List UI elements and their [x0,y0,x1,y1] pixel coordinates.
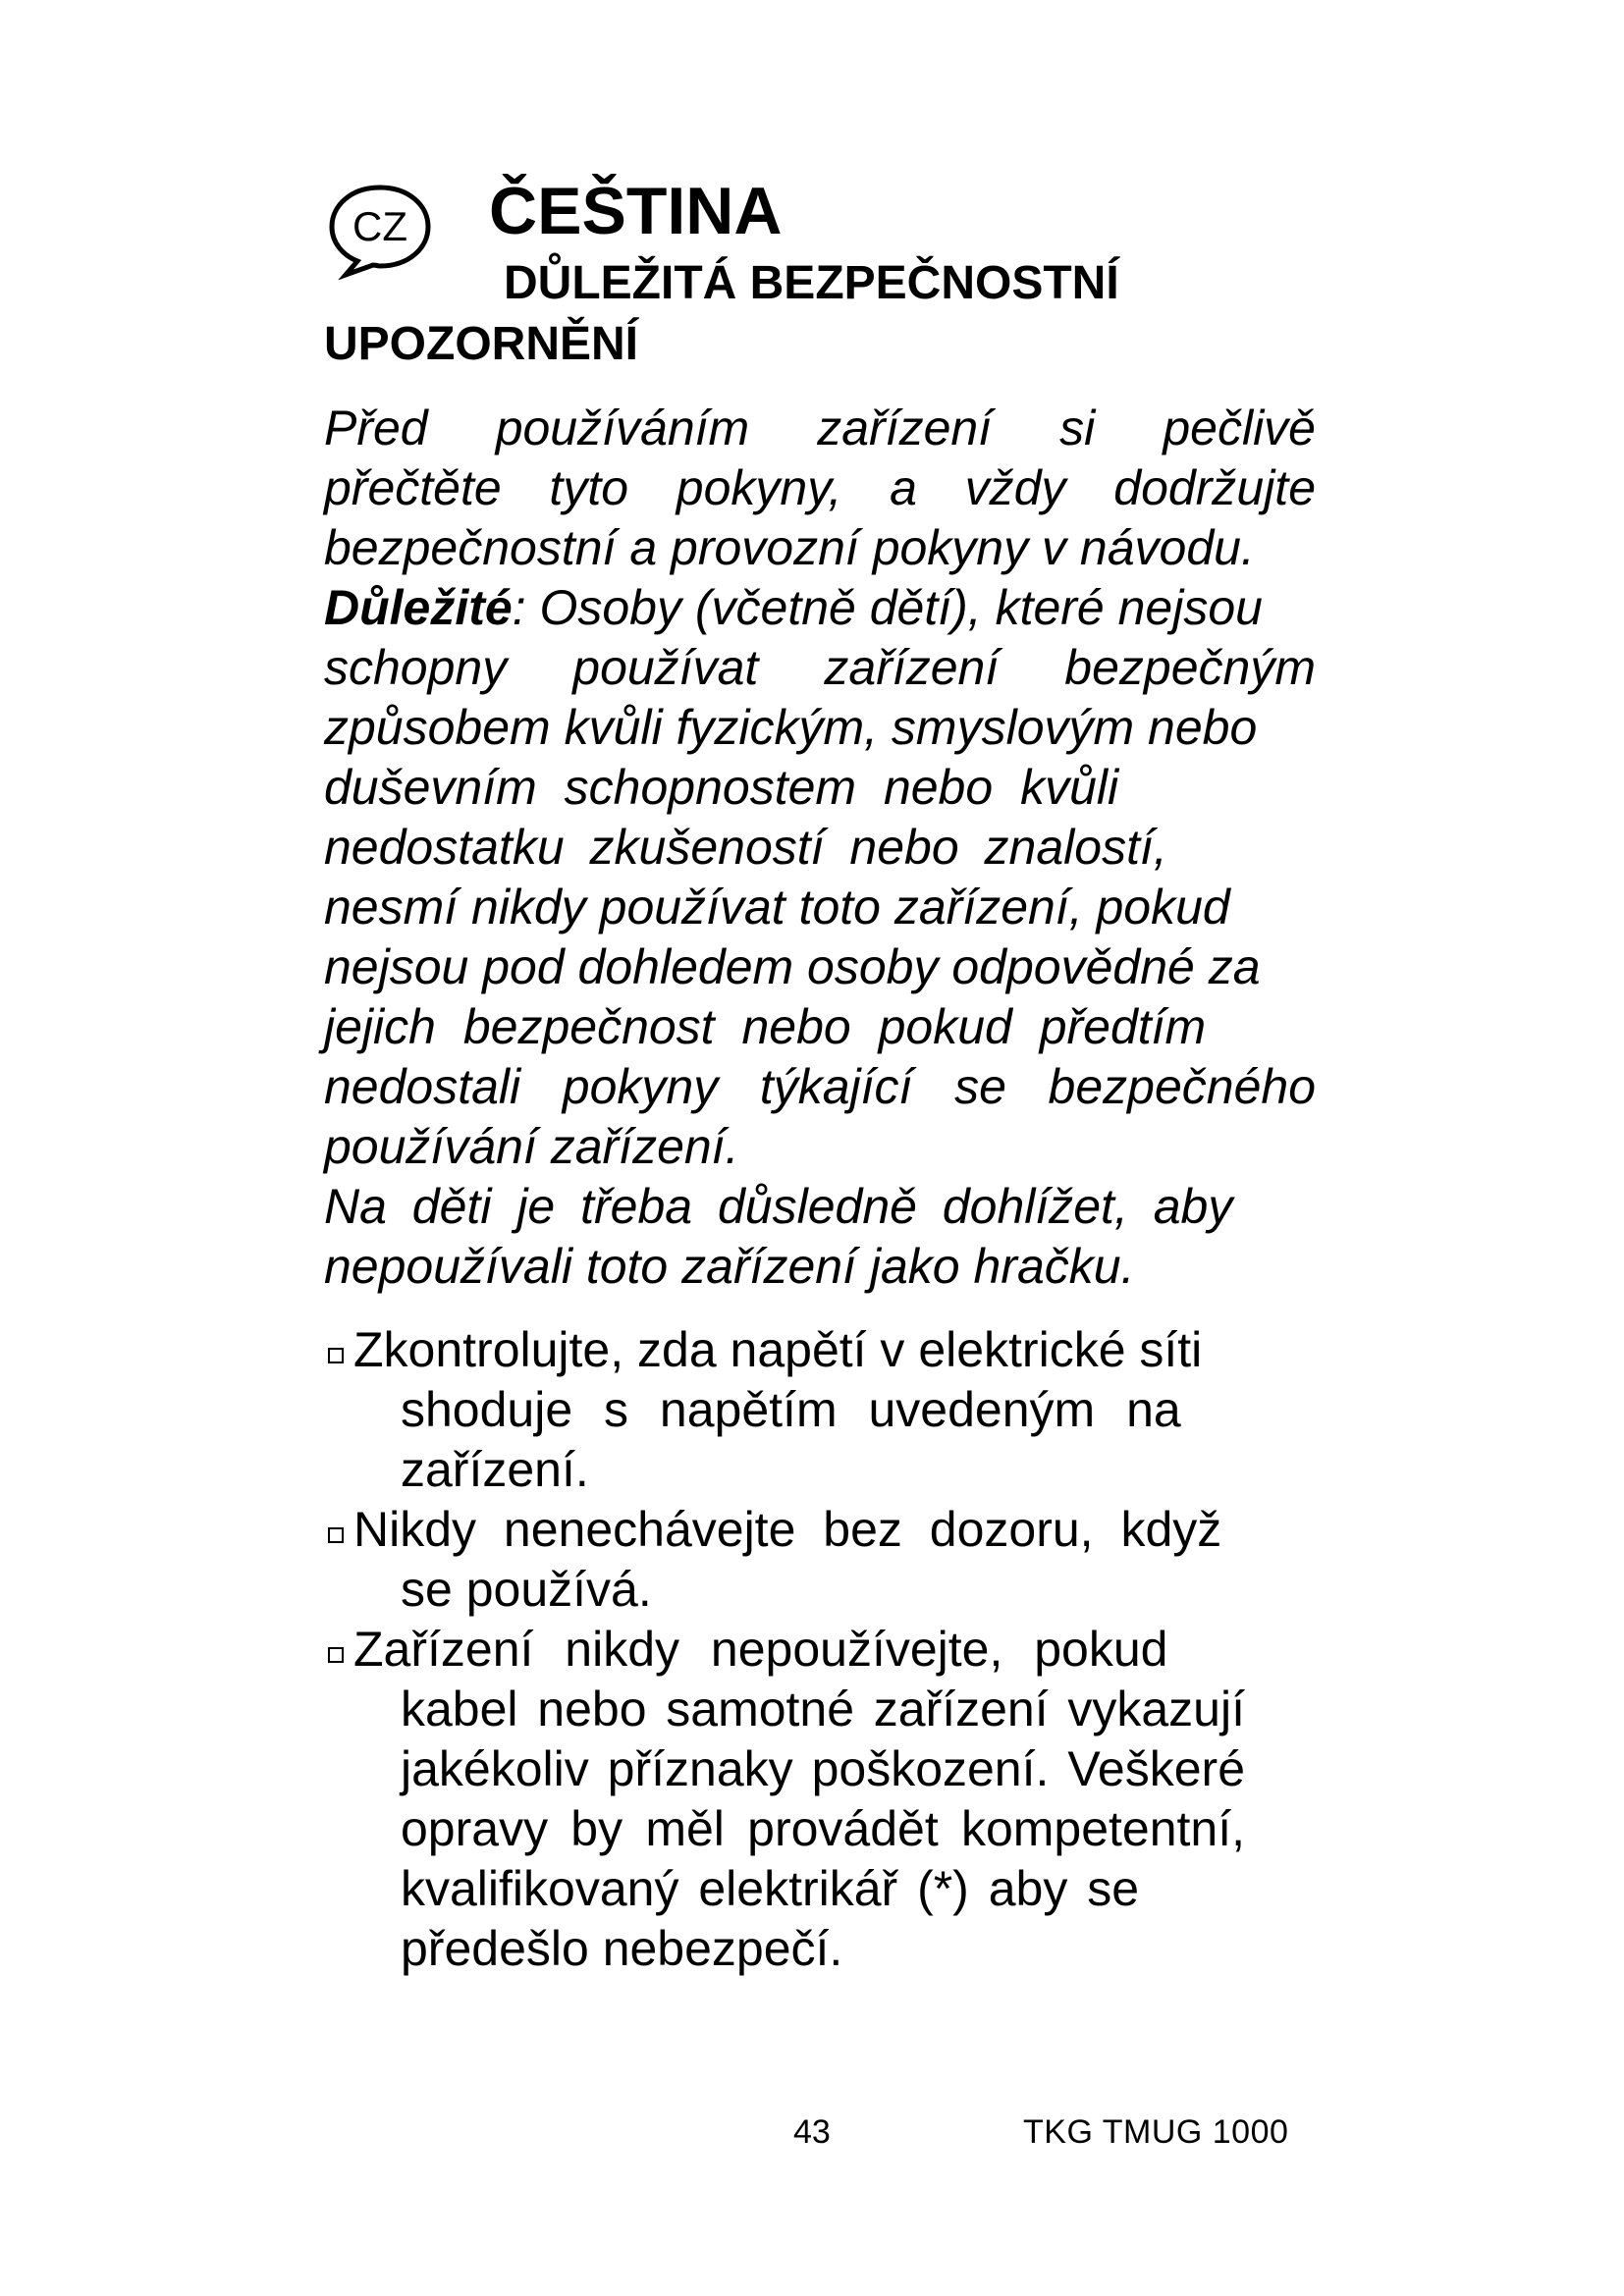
important-line: způsobem kvůli fyzickým, smyslovým nebo [324,700,1258,755]
model-name: TKG TMUG 1000 [1023,2113,1289,2151]
section-heading [324,253,1306,375]
section-heading-line-1: DŮLEŽITÁ BEZPEČNOSTNÍ [504,257,1119,309]
children-line: nepoužívali toto zařízení jako hračku. [324,1239,1135,1294]
bullet-line: kvalifikovaný elektrikář (*) aby se [401,1861,1140,1916]
children-line: Na děti je třeba důsledně dohlížet, aby [324,1179,1233,1234]
bullet-line: Zkontrolujte, zda napětí v elektrické síti [353,1322,1203,1377]
safety-bullet-list [324,1320,1316,1979]
important-label: Důležité [324,580,513,635]
important-line: jejich bezpečnost nebo pokud předtím [324,999,1207,1054]
bullet-line: shoduje s napětím uvedeným na [401,1382,1181,1437]
bullet-item [324,1320,1316,1500]
svg-text:CZ: CZ [352,203,407,249]
intro-line: přečtěte tyto pokyny, a vždy dodržujte [324,460,1316,515]
important-line: duševním schopnostem nebo kvůli [324,760,1119,815]
bullet-item [324,1620,1316,1979]
language-title: ČEŠTINA [489,174,783,248]
bullet-line: opravy by měl provádět kompetentní, [401,1801,1245,1856]
important-line [324,578,1316,638]
intro-line: Před používáním zařízení si pečlivě [324,400,1316,455]
important-line: schopny používat zařízení bezpečným [324,640,1316,695]
important-line: používání zařízení. [324,1119,739,1174]
bullet-line: jakékoliv příznaky poškození. Veškeré [401,1741,1245,1796]
intro-line: bezpečnostní a provozní pokyny v návodu. [324,520,1255,575]
intro-paragraph [324,399,1316,1297]
bullet-line: Zařízení nikdy nepoužívejte, pokud [353,1622,1168,1677]
bullet-line: předešlo nebezpečí. [401,1921,843,1976]
important-line: nedostatku zkušeností nebo znalostí, [324,820,1167,875]
bullet-line: zařízení. [401,1442,589,1497]
bullet-item [324,1500,1316,1620]
checkbox-bullet-icon [328,1647,344,1663]
checkbox-bullet-icon [328,1527,344,1543]
important-text: : Osoby (včetně dětí), které nejsou [512,580,1263,635]
bullet-line: se používá. [401,1562,652,1617]
important-line: nesmí nikdy používat toto zařízení, pokud [324,880,1230,934]
checkbox-bullet-icon [328,1348,344,1363]
important-line: nejsou pod dohledem osoby odpovědné za [324,939,1261,994]
section-heading-line-2: UPOZORNĚNÍ [324,318,639,370]
bullet-line: kabel nebo samotné zařízení vykazují [401,1682,1245,1736]
bullet-line: Nikdy nenechávejte bez dozoru, když [353,1502,1222,1557]
page-number: 43 [793,2113,831,2151]
important-line: nedostali pokyny týkající se bezpečného [324,1059,1316,1114]
